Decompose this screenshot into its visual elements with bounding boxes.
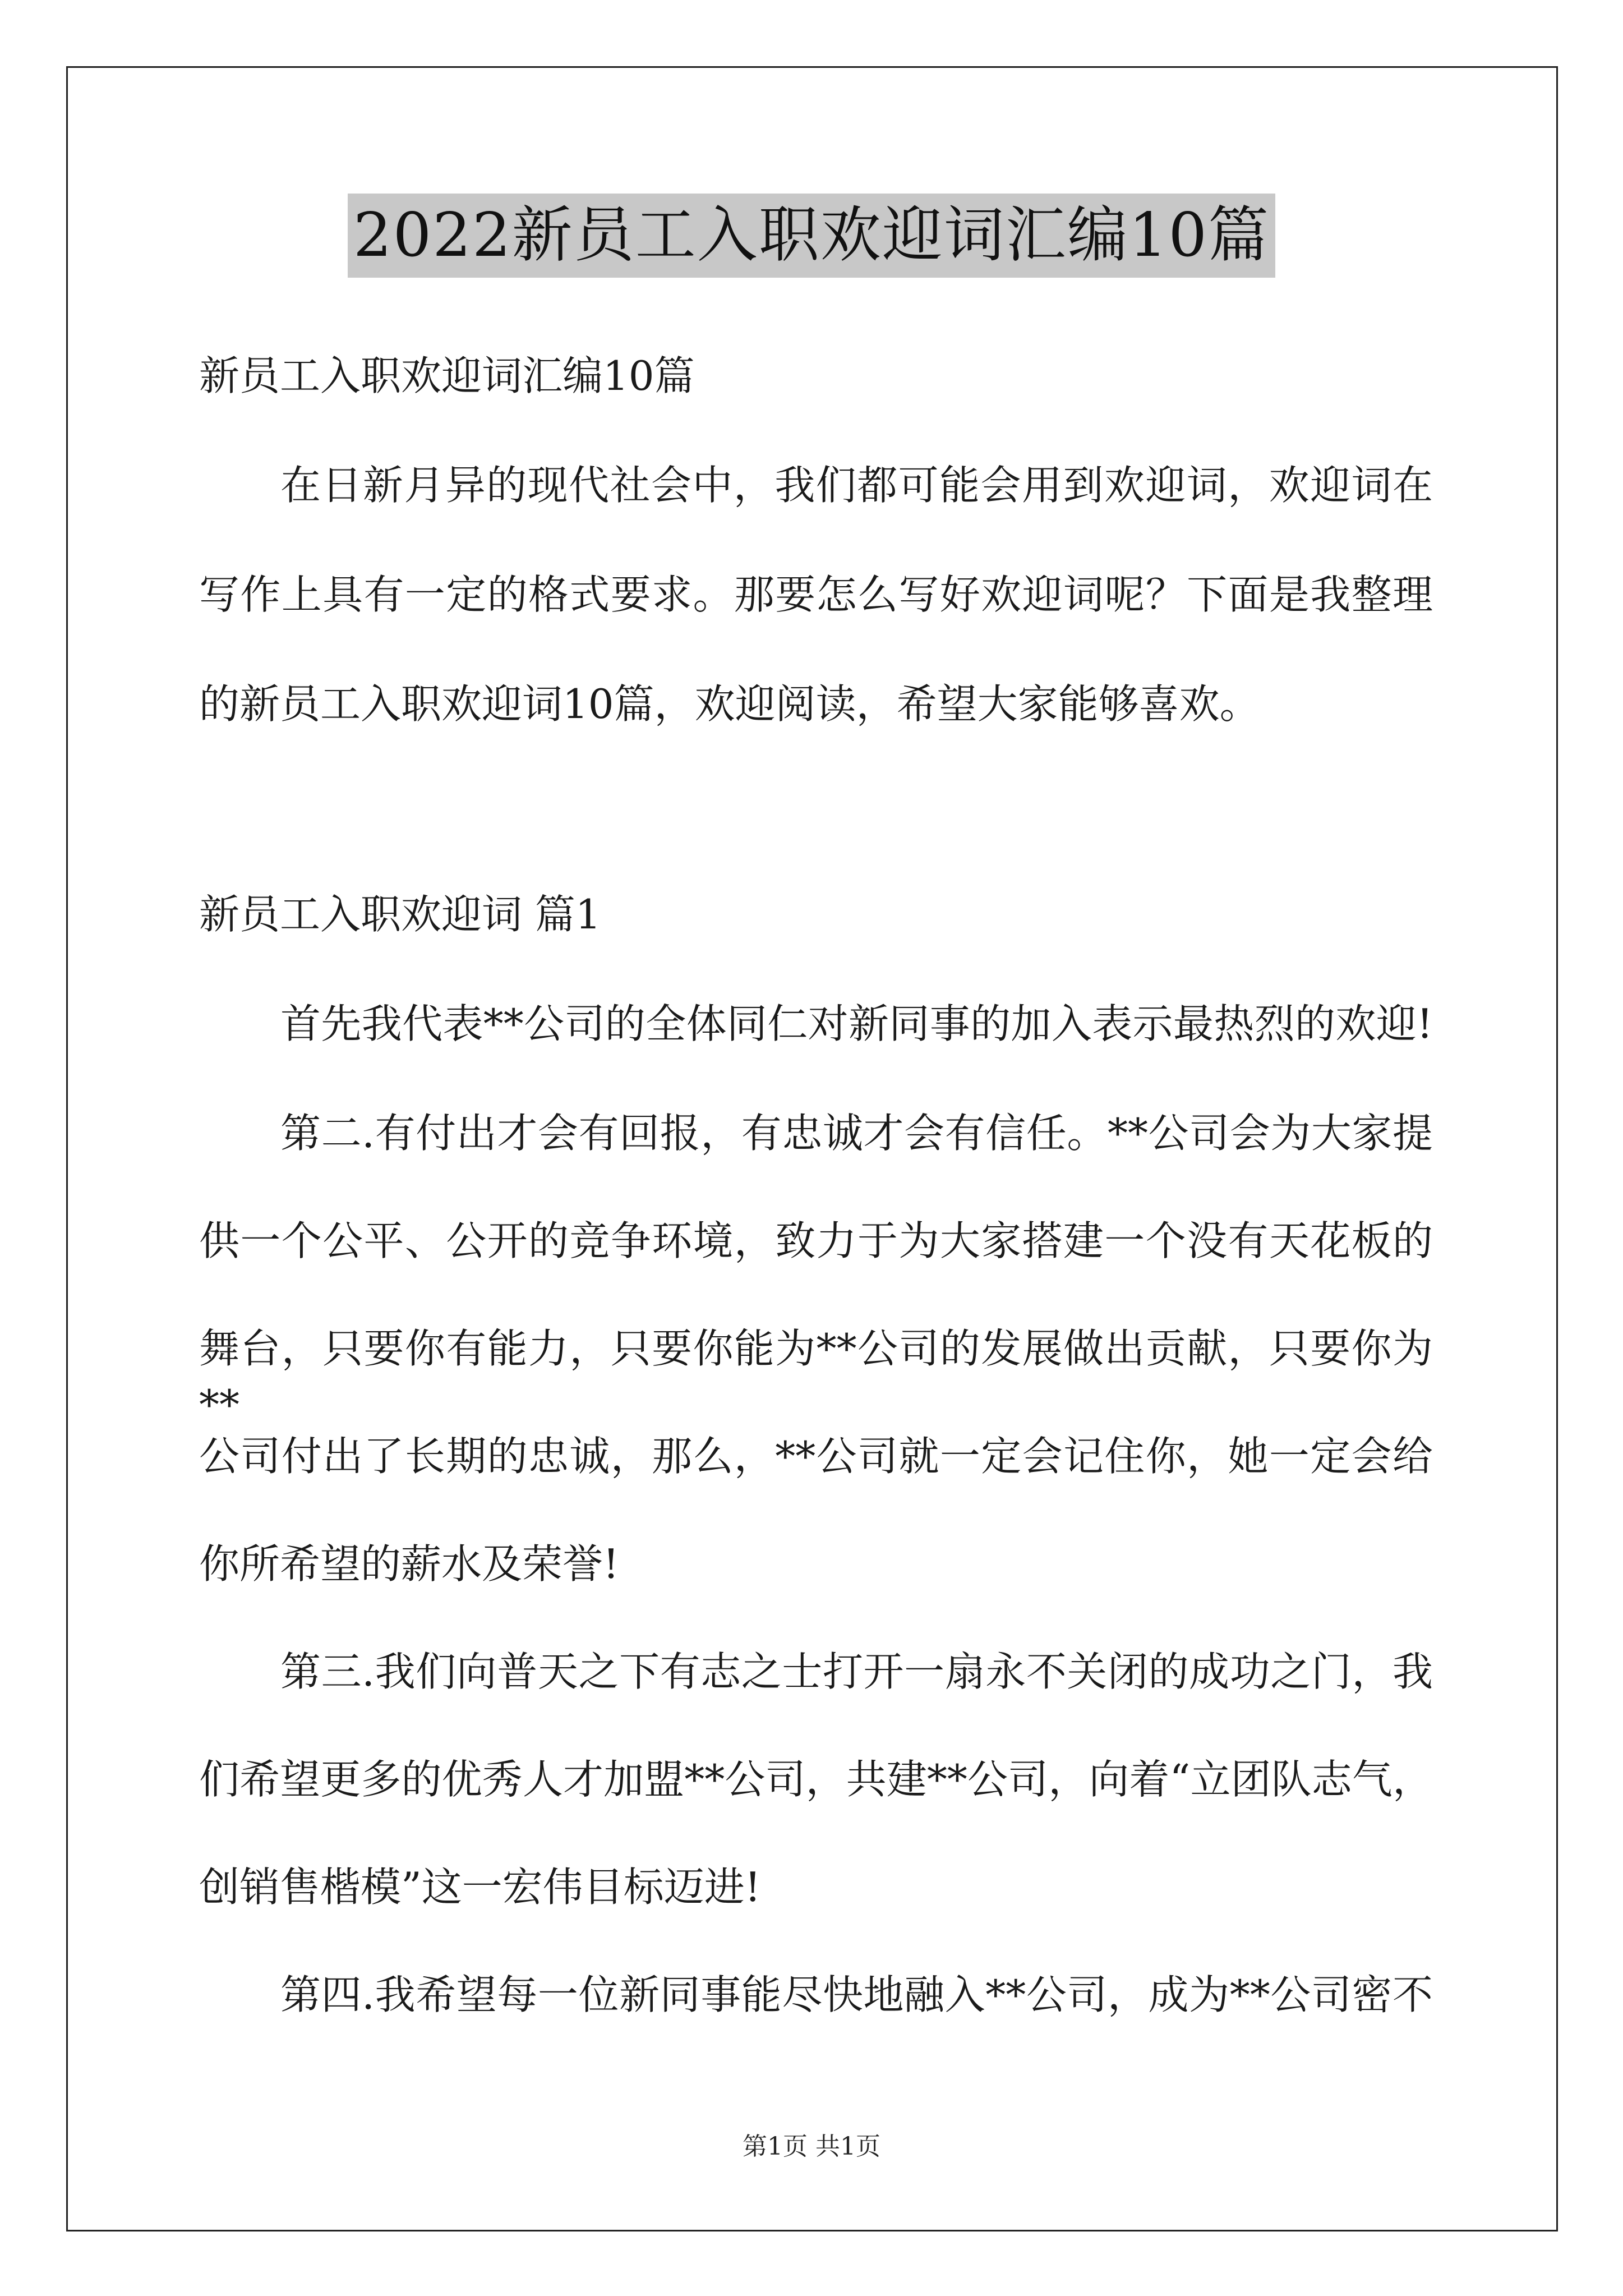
- body-line-2: 第二.有付出才会有回报，有忠诚才会有信任。**公司会为大家提: [280, 1110, 1433, 1157]
- section-heading: 新员工入职欢迎词 篇1: [199, 891, 601, 938]
- body-line-5: 公司付出了长期的忠诚，那么，**公司就一定会记住你，她一定会给: [199, 1433, 1433, 1480]
- body-line-4: 舞台，只要你有能力，只要你能为**公司的发展做出贡献，只要你为**: [199, 1325, 1433, 1428]
- intro-line-3: 的新员工入职欢迎词10篇，欢迎阅读，希望大家能够喜欢。: [199, 680, 1260, 728]
- document-subtitle: 新员工入职欢迎词汇编10篇: [199, 352, 695, 399]
- title-container: [0, 194, 1623, 278]
- body-line-3: 供一个公平、公开的竞争环境，致力于为大家搭建一个没有天花板的: [199, 1217, 1433, 1264]
- body-line-9: 创销售楷模”这一宏伟目标迈进!: [199, 1864, 761, 1911]
- page-footer: 第1页 共1页: [743, 2132, 880, 2161]
- body-line-6: 你所希望的薪水及荣誉!: [199, 1540, 619, 1588]
- intro-line-2: 写作上具有一定的格式要求。那要怎么写好欢迎词呢？下面是我整理: [199, 571, 1433, 618]
- body-line-10: 第四.我希望每一位新同事能尽快地融入**公司，成为**公司密不: [280, 1971, 1433, 2018]
- document-title: 2022新员工入职欢迎词汇编10篇: [348, 194, 1275, 278]
- body-line-1: 首先我代表**公司的全体同仁对新同事的加入表示最热烈的欢迎!: [280, 1000, 1433, 1047]
- body-line-8: 们希望更多的优秀人才加盟**公司，共建**公司，向着“立团队志气，: [199, 1756, 1433, 1803]
- intro-line-1: 在日新月异的现代社会中，我们都可能会用到欢迎词，欢迎词在: [280, 462, 1433, 509]
- body-line-7: 第三.我们向普天之下有志之士打开一扇永不关闭的成功之门，我: [280, 1648, 1433, 1695]
